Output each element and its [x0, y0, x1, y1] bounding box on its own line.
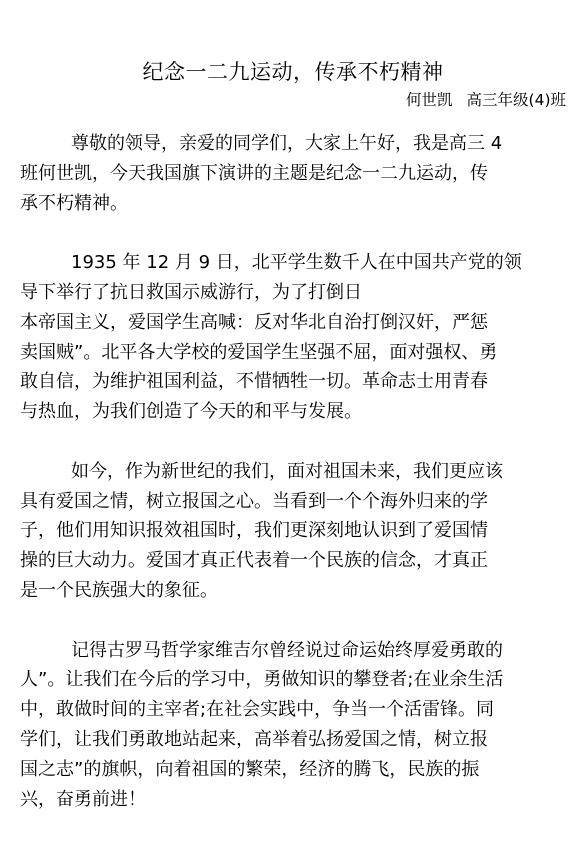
paragraph-line: 中，敢做时间的主宰者;在社会实践中，争当一个活雷锋。同 — [20, 699, 495, 721]
paragraph-1 — [20, 129, 570, 218]
paragraph-line: 记得古罗马哲学家维吉尔曾经说过命运始终厚爱勇敢的 — [71, 639, 503, 661]
author-class: 高三年级(4)班 — [466, 91, 566, 109]
paragraph-line: 导下举行了抗日救国示威游行，为了打倒日 — [20, 281, 362, 303]
paragraph-line: 如今，作为新世纪的我们，面对祖国未来，我们更应该 — [71, 460, 503, 482]
byline — [406, 89, 566, 111]
paragraph-line: 与热血，为我们创造了今天的和平与发展。 — [20, 401, 362, 423]
paragraph-3 — [20, 457, 570, 606]
speech-body — [20, 129, 570, 844]
document-title: 纪念一二九运动，传承不朽精神 — [142, 60, 444, 84]
paragraph-4 — [20, 636, 570, 815]
paragraph-line: 人”。让我们在今后的学习中，勇做知识的攀登者;在业余生活 — [20, 669, 504, 691]
author-name: 何世凯 — [406, 91, 453, 109]
paragraph-line: 1935 年 12 月 9 日，北平学生数千人在中国共产党的领 — [71, 252, 522, 274]
paragraph-line: 尊敬的领导，亲爱的同学们，大家上午好，我是高三 4 — [71, 133, 503, 154]
paragraph-line: 学们，让我们勇敢地站起来，高举着弘扬爱国之情，树立报 — [20, 728, 488, 750]
paragraph-line: 承不朽精神。 — [20, 192, 128, 214]
paragraph-line: 班何世凯，今天我国旗下演讲的主题是纪念一二九运动，传 — [20, 162, 488, 184]
paragraph-line: 卖国贼”。北平各大学校的爱国学生坚强不屈，面对强权、勇 — [20, 341, 498, 363]
paragraph-line: 子，他们用知识报效祖国时，我们更深刻地认识到了爱国情 — [20, 520, 488, 542]
paragraph-line: 敢自信，为维护祖国利益，不惜牺牲一切。革命志士用青春 — [20, 371, 488, 393]
paragraph-line: 操的巨大动力。爱国才真正代表着一个民族的信念，才真正 — [20, 550, 488, 572]
paragraph-line: 本帝国主义，爱国学生高喊：反对华北自治打倒汉奸，严惩 — [20, 311, 488, 333]
paragraph-line: 是一个民族强大的象征。 — [20, 579, 218, 601]
paragraph-line: 国之志”的旗帜，向着祖国的繁荣，经济的腾飞，民族的振 — [20, 758, 480, 780]
paragraph-2 — [20, 248, 570, 427]
paragraph-line: 具有爱国之情，树立报国之心。当看到一个个海外归来的学 — [20, 490, 488, 512]
paragraph-line: 兴，奋勇前进！ — [20, 788, 146, 810]
